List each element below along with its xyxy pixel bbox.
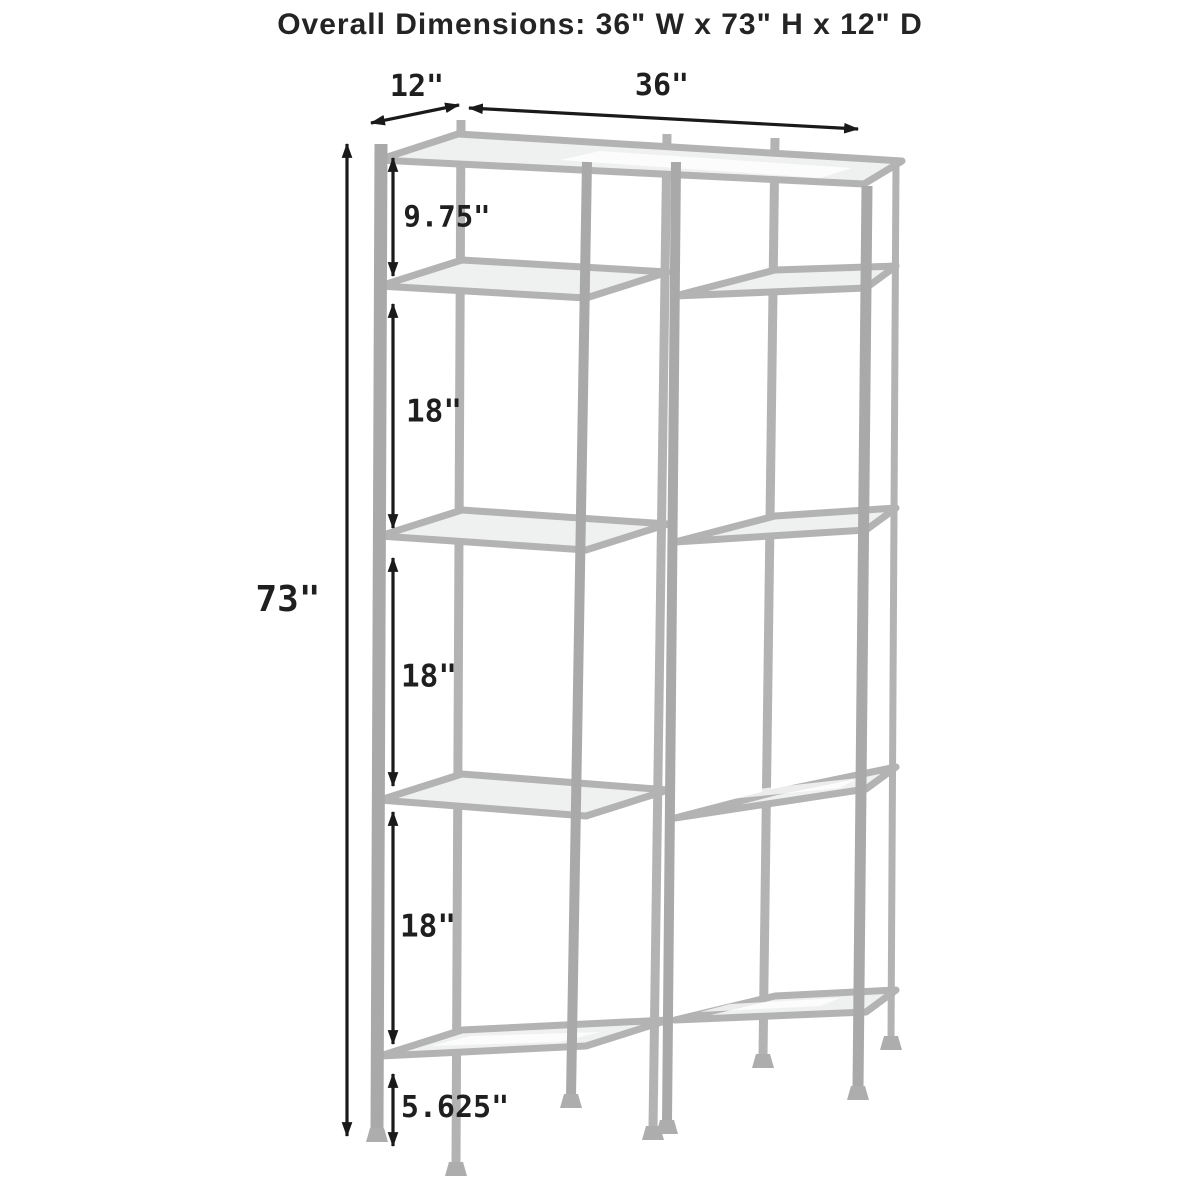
page-title: Overall Dimensions: 36" W x 73" H x 12" D: [277, 8, 923, 41]
second-gap-label: 18": [406, 393, 462, 430]
glass-shelf: [380, 510, 668, 550]
top-gap-label: 9.75": [403, 199, 491, 234]
glass-shelf: [380, 260, 668, 298]
width-dimension-arrow: [469, 108, 858, 129]
width-dimension-label: 36": [634, 68, 690, 103]
glass-shelf: [380, 774, 668, 816]
depth-dimension-arrow: [371, 105, 459, 123]
dimension-arrows: [347, 105, 858, 1146]
third-gap-label: 18": [401, 658, 457, 695]
fourth-gap-label: 18": [400, 908, 456, 945]
height-dimension-label: 73": [255, 579, 321, 620]
depth-dimension-label: 12": [389, 69, 445, 104]
base-gap-label: 5.625": [400, 1090, 510, 1125]
